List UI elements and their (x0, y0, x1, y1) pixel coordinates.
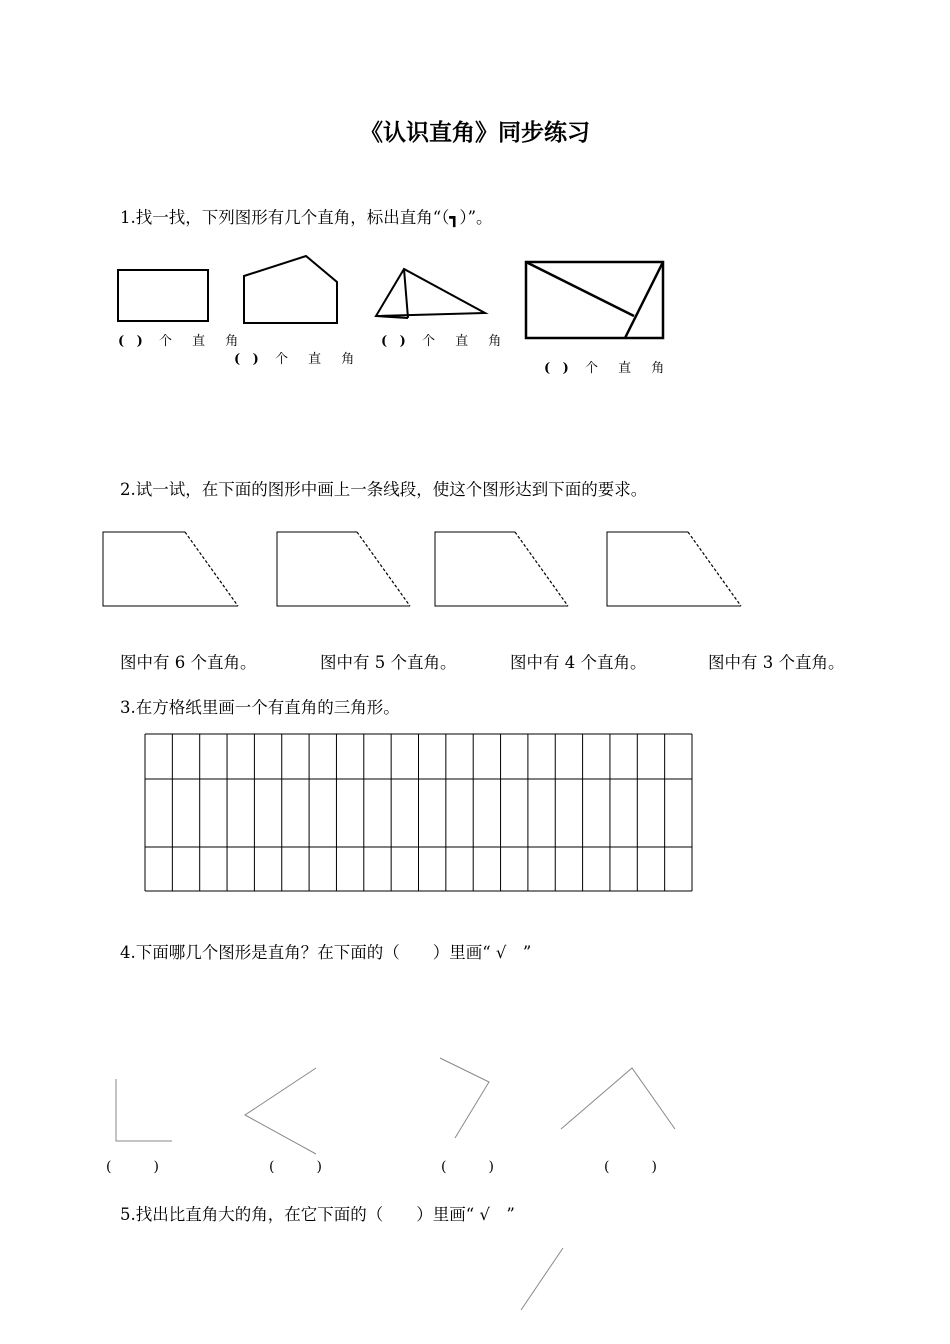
question-4: 4.下面哪几个图形是直角？在下面的（ ）里画“ √ ” (120, 943, 532, 962)
q2-requirement-1: 图中有 6 个直角。 (120, 653, 257, 672)
question-3: 3.在方格纸里画一个有直角的三角形。 (120, 698, 400, 717)
answer-paren[interactable]: ( ) (118, 334, 147, 349)
q2-trapezoid-2[interactable] (277, 532, 410, 606)
q1-caption-1 (118, 330, 246, 349)
answer-paren[interactable]: ( ) (234, 352, 263, 367)
q4-angle-3[interactable] (440, 1058, 489, 1138)
question-2: 2.试一试，在下面的图形中画上一条线段，使这个图形达到下面的要求。 (120, 480, 648, 499)
q1-caption-2 (234, 348, 362, 367)
q4-answer-slot-4[interactable]: ( ) (604, 1159, 657, 1175)
q1-caption-3 (381, 330, 509, 349)
answer-paren[interactable]: ( ) (544, 361, 573, 376)
q2-requirement-2: 图中有 5 个直角。 (320, 653, 457, 672)
q1-triangle[interactable] (376, 269, 485, 318)
q1-caption-4 (544, 357, 672, 376)
caption-text: 个 直 角 (584, 361, 673, 376)
q4-angle-4[interactable] (561, 1068, 675, 1129)
q2-requirement-4: 图中有 3 个直角。 (708, 653, 845, 672)
caption-text: 个 直 角 (274, 352, 363, 367)
q4-angle-1[interactable] (116, 1079, 172, 1141)
answer-paren[interactable]: ( ) (381, 334, 410, 349)
q4-answer-slot-3[interactable]: ( ) (441, 1159, 494, 1175)
q1-rectangle[interactable] (118, 270, 208, 321)
q2-trapezoid-3[interactable] (435, 532, 568, 606)
q2-requirement-3: 图中有 4 个直角。 (510, 653, 647, 672)
q4-answer-slot-1[interactable]: ( ) (106, 1159, 159, 1175)
q3-square-grid[interactable] (145, 734, 692, 891)
q4-angle-2[interactable] (245, 1068, 316, 1154)
q5-angle-1[interactable] (521, 1248, 563, 1310)
page-title: 《认识直角》同步练习 (360, 119, 590, 146)
question-1: 1.找一找，下列图形有几个直角，标出直角“（┓）”。 (120, 208, 493, 227)
q1-pentagon[interactable] (244, 256, 337, 323)
q1-rectangle-with-lines[interactable] (526, 262, 663, 338)
caption-text: 个 直 角 (421, 334, 510, 349)
q2-trapezoid-4[interactable] (607, 532, 741, 606)
q2-trapezoid-1[interactable] (103, 532, 238, 606)
q4-answer-slot-2[interactable]: ( ) (269, 1159, 322, 1175)
caption-text: 个 直 角 (158, 334, 247, 349)
question-5: 5.找出比直角大的角，在它下面的（ ）里画“ √ ” (120, 1205, 515, 1224)
